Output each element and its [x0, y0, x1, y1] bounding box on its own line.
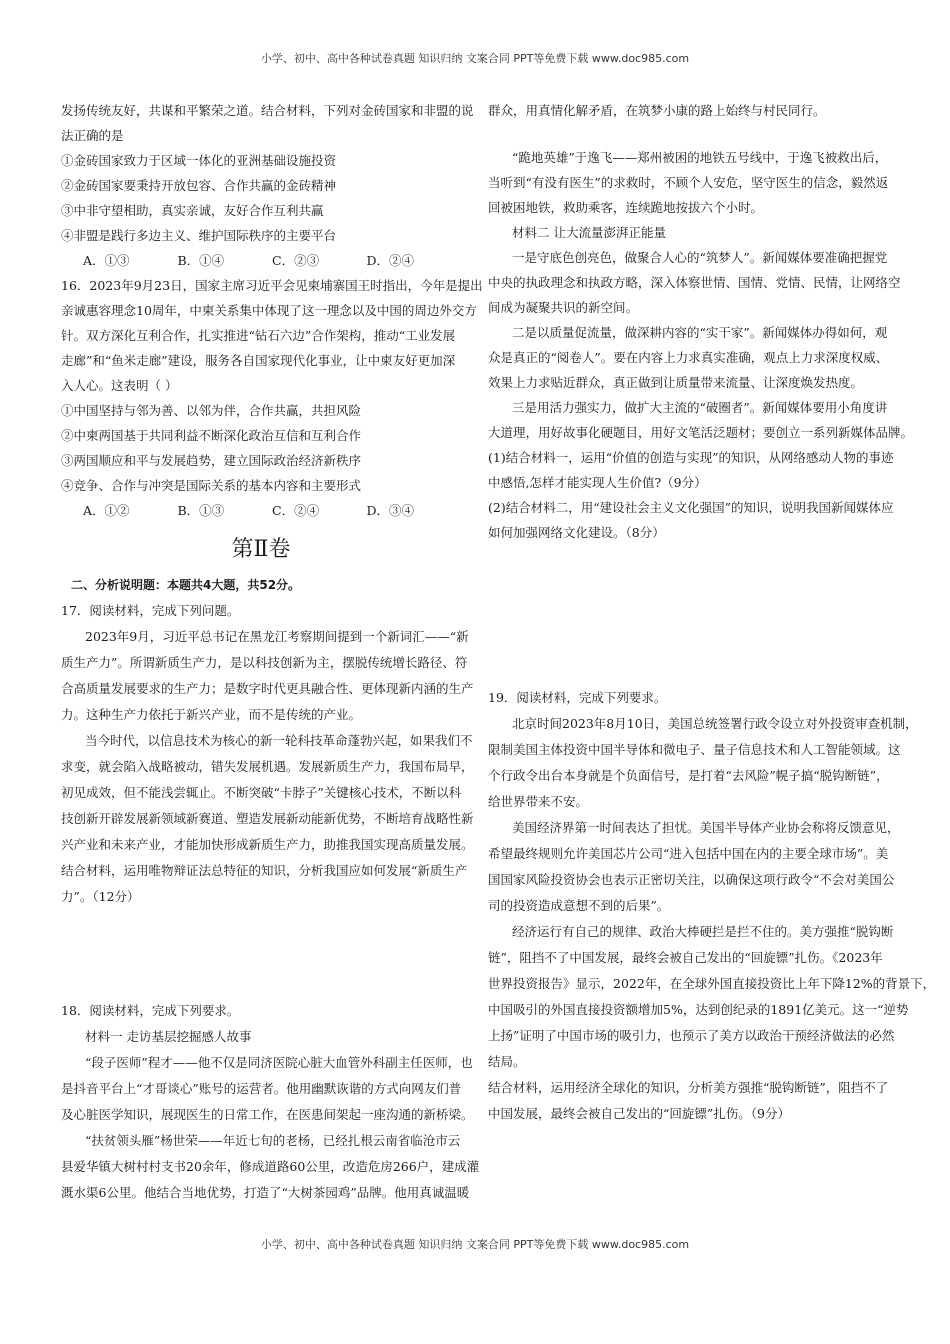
q18-paragraph-line: 及心脏医学知识，展现医生的日常工作，在医患间架起一座沟通的新桥梁。 — [61, 1107, 474, 1122]
q18-paragraph-line: 二是以质量促流量，做深耕内容的“实干家”。新闻媒体办得如何，观 — [512, 325, 888, 340]
q16-item: ②中柬两国基于共同利益不断深化政治互信和互利合作 — [61, 428, 362, 443]
q15-item: ①金砖国家致力于区域一体化的亚洲基础设施投资 — [61, 153, 337, 168]
q16-stem-line: 入人心。这表明（ ） — [61, 378, 178, 393]
q18-material-title: 材料二 让大流量澎湃正能量 — [512, 225, 666, 240]
q17-paragraph-line: 2023年9月，习近平总书记在黑龙江考察期间提到一个新词汇——“新 — [85, 629, 469, 644]
q18-paragraph-line: 一是守底色创亮色，做聚合人心的“筑梦人”。新闻媒体要准确把握党 — [512, 250, 888, 265]
question-17 — [61, 598, 474, 910]
q17-paragraph-line: 力。这种生产力依托于新兴产业，而不是传统的产业。 — [61, 707, 362, 722]
q15-item: ②金砖国家要秉持开放包容、合作共赢的金砖精神 — [61, 178, 337, 193]
option-b: B．①④ — [177, 253, 225, 268]
section-title: 第Ⅱ卷 — [231, 537, 291, 562]
q19-paragraph-line: 给世界带来不安。 — [488, 794, 589, 809]
q18-paragraph-line: “跪地英雄”于逸飞——郑州被困的地铁五号线中，于逸飞被救出后， — [512, 150, 888, 165]
q17-paragraph-line: 求变，就会陷入战略被动，错失发展机遇。发展新质生产力，我国布局早， — [61, 759, 474, 774]
q19-paragraph-line: 美国经济界第一时间表达了担忧。美国半导体产业协会称将反馈意见， — [512, 820, 900, 835]
option-a: A．①③ — [83, 253, 130, 268]
right-column — [488, 98, 936, 1127]
q18-heading: 18．阅读材料，完成下列要求。 — [61, 1003, 240, 1018]
q16-stem-line: 走廊”和“鱼米走廊”建设，服务各自国家现代化事业，让中柬友好更加深 — [61, 353, 456, 368]
q15-stem-line: 发扬传统友好，共谋和平繁荣之道。结合材料，下列对金砖国家和非盟的说 — [61, 103, 474, 118]
option-c: C．②④ — [272, 503, 320, 518]
q19-heading: 19．阅读材料，完成下列要求。 — [488, 690, 667, 705]
q18-paragraph-line: 间成为凝聚共识的新空间。 — [488, 300, 639, 315]
q18-paragraph-line: 效果上力求贴近群众，真正做到让质量带来流量、让深度焕发热度。 — [488, 375, 864, 390]
q16-item: ①中国坚持与邻为善、以邻为伴，合作共赢，共担风险 — [61, 403, 362, 418]
q16-item: ④竞争、合作与冲突是国际关系的基本内容和主要形式 — [61, 478, 362, 493]
q19-paragraph-line: 世界投资报告》显示，2022年，在全球外国直接投资比上年下降12%的背景下， — [488, 976, 936, 991]
q19-paragraph-line: 个行政令出台本身就是个负面信号，是打着“去风险”幌子搞“脱钩断链”， — [488, 768, 889, 783]
q19-paragraph-line: 希望最终规则允许美国芯片公司“进入包括中国在内的主要全球市场”。美 — [488, 846, 889, 861]
q18-paragraph-line: 县爱华镇大树村村支书20余年，修成道路60公里，改造危房266户，建成灌 — [61, 1159, 480, 1174]
option-d: D．③④ — [366, 503, 415, 518]
q18-paragraph-line: 回被困地铁，救助乘客，连续跪地按拔六个小时。 — [488, 200, 764, 215]
q18-paragraph-line: 当听到“有没有医生”的求救时，不顾个人安危，坚守医生的信念，毅然返 — [488, 175, 889, 190]
q16-stem-line: 16．2023年9月23日，国家主席习近平会见柬埔寨国王时指出，今年是提出 — [61, 278, 483, 293]
option-a: A．①② — [83, 503, 130, 518]
q18-paragraph-line: 中央的执政理念和执政方略，深入体察世情、国情、党情、民情，让网络空 — [488, 275, 901, 290]
q15-options — [61, 248, 461, 273]
q19-paragraph-line: 北京时间2023年8月10日，美国总统签署行政令设立对外投资审查机制， — [512, 716, 918, 731]
q15-stem-line: 法正确的是 — [61, 128, 124, 143]
section-instruction: 二、分析说明题：本题共4大题，共52分。 — [71, 578, 301, 592]
q19-paragraph-line: 上扬”证明了中国市场的吸引力，也预示了美方以政治干预经济做法的必然 — [488, 1028, 895, 1043]
q17-paragraph-line: 技创新开辟发展新领域新赛道、塑造发展新动能新优势，不断培育战略性新 — [61, 811, 474, 826]
q18-material-title: 材料一 走访基层挖掘感人故事 — [85, 1029, 252, 1044]
q19-paragraph-line: 限制美国主体投资中国半导体和微电子、量子信息技术和人工智能领域。这 — [488, 742, 901, 757]
q18-question-line: 中感悟,怎样才能实现人生价值?（9分） — [488, 475, 707, 490]
option-b: B．①③ — [177, 503, 225, 518]
question-19 — [488, 685, 936, 1127]
q18-paragraph-line: 三是用活力强实力，做扩大主流的“破圈者”。新闻媒体要用小角度讲 — [512, 400, 888, 415]
q19-paragraph-line: 链”，阻挡不了中国发展，最终会被自己发出的“回旋镖”扎伤。《2023年 — [488, 950, 883, 965]
q17-paragraph-line: 初见成效，但不能浅尝辄止。不断突破“卡脖子”关键核心技术，不断以科 — [61, 785, 462, 800]
q16-item: ③两国顺应和平与发展趋势，建立国际政治经济新秩序 — [61, 453, 362, 468]
q16-options — [61, 498, 461, 523]
q15-item: ④非盟是践行多边主义、维护国际秩序的主要平台 — [61, 228, 337, 243]
q17-question-line: 力”。（12分） — [61, 889, 140, 904]
q18-paragraph-line: “扶贫领头雁”杨世荣——年近七旬的老杨，已经扎根云南省临沧市云 — [85, 1133, 461, 1148]
q18-question-line: 如何加强网络文化建设。（8分） — [488, 525, 665, 540]
q19-paragraph-line: 司的投资造成意想不到的后果”。 — [488, 898, 670, 913]
page-footer: 小学、初中、高中各种试卷真题 知识归纳 文案合同 PPT等免费下载 www.doc985.com — [260, 1238, 690, 1251]
q17-paragraph-line: 合高质量发展要求的生产力；是数字时代更具融合性、更体现新内涵的生产 — [61, 681, 474, 696]
q18-paragraph-line: 大道理，用好故事化硬题目，用好文笔活泛题材；要创立一系列新媒体品牌。 — [488, 425, 914, 440]
q19-question-line: 中国发展，最终会被自己发出的“回旋镖”扎伤。（9分） — [488, 1106, 790, 1121]
question-18 — [61, 998, 480, 1206]
q19-paragraph-line: 国国家风险投资协会也表示正密切关注，以确保这项行政令“不会对美国公 — [488, 872, 895, 887]
q17-question-line: 结合材料，运用唯物辩证法总特征的知识，分析我国应如何发展“新质生产 — [61, 863, 468, 878]
q18-paragraph-line: 是抖音平台上“才哥谈心”账号的运营者。他用幽默诙谐的方式向网友们普 — [61, 1081, 462, 1096]
q19-paragraph-line: 经济运行有自己的规律、政治大棒硬拦是拦不住的。美方强推“脱钩断 — [512, 924, 894, 939]
q15-item: ③中非守望相助，真实亲诚，友好合作互利共赢 — [61, 203, 324, 218]
q18-question-line: (1)结合材料一，运用“价值的创造与实现”的知识，从网络感动人物的事迹 — [488, 450, 894, 465]
question-18-continued — [488, 98, 914, 545]
q18-paragraph-line: 群众，用真情化解矛盾，在筑梦小康的路上始终与村民同行。 — [488, 103, 826, 118]
q16-stem-line: 针。双方深化互利合作，扎实推进“钻石六边”合作架构，推动“工业发展 — [61, 328, 456, 343]
q17-paragraph-line: 当今时代，以信息技术为核心的新一轮科技革命蓬勃兴起，如果我们不 — [85, 733, 473, 748]
q17-paragraph-line: 兴产业和未来产业，才能加快形成新质生产力，助推我国实现高质量发展。 — [61, 837, 474, 852]
question-15 — [61, 98, 474, 273]
page-header: 小学、初中、高中各种试卷真题 知识归纳 文案合同 PPT等免费下载 www.doc985.com — [260, 52, 690, 65]
q19-paragraph-line: 结局。 — [488, 1054, 526, 1069]
q19-question-line: 结合材料，运用经济全球化的知识，分析美方强推“脱钩断链”，阻挡不了 — [488, 1080, 889, 1095]
option-d: D．②④ — [366, 253, 415, 268]
q17-heading: 17．阅读材料，完成下列问题。 — [61, 603, 240, 618]
q16-stem-line: 亲诚惠容理念10周年，中柬关系集中体现了这一理念以及中国的周边外交方 — [61, 303, 477, 318]
question-16 — [61, 273, 483, 523]
option-c: C．②③ — [272, 253, 320, 268]
q17-paragraph-line: 质生产力”。所谓新质生产力，是以科技创新为主，摆脱传统增长路径、符 — [61, 655, 468, 670]
left-column — [61, 98, 483, 1206]
q18-paragraph-line: 众是真正的“阅卷人”。要在内容上力求真实准确，观点上力求深度权威、 — [488, 350, 889, 365]
q18-paragraph-line: “段子医师”程才——他不仅是同济医院心脏大血管外科副主任医师，也 — [85, 1055, 473, 1070]
q18-question-line: (2)结合材料二，用“建设社会主义文化强国”的知识，说明我国新闻媒体应 — [488, 500, 894, 515]
q19-paragraph-line: 中国吸引的外国直接投资额增加5%，达到创纪录的1891亿美元。这一“逆势 — [488, 1002, 909, 1017]
q18-paragraph-line: 溉水渠6公里。他结合当地优势，打造了“大树茶园鸡”品牌。他用真诚温暖 — [61, 1185, 470, 1200]
